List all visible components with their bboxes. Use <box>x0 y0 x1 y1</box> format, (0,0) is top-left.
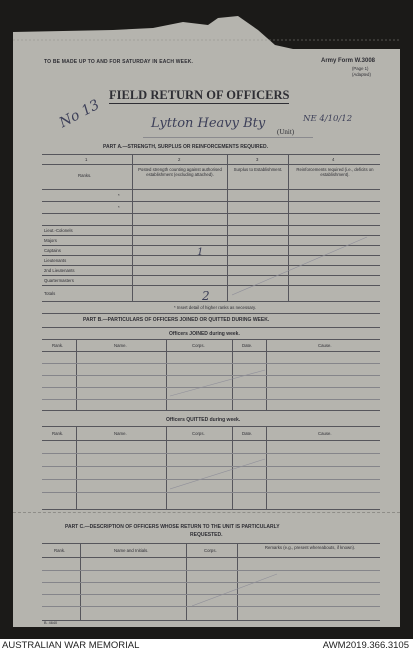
totals-label: Totals <box>44 291 56 296</box>
joined-col-corps: Corps. <box>192 343 205 348</box>
pencil-strike <box>170 457 270 491</box>
quitted-col-corps: Corps. <box>192 431 205 436</box>
col-number-2: 2 <box>178 157 181 162</box>
asterisk-mark: * <box>118 205 120 210</box>
unit-line <box>143 137 313 138</box>
page-ref: (Page 1) <box>352 66 369 71</box>
rank-lieut-colonels: Lieut.-Colonels <box>44 228 73 233</box>
handwritten-totals-value: 2 <box>202 289 210 303</box>
col-header-reinforcements: Reinforcements required (i.e., deficits on establishment). <box>296 167 374 177</box>
form-sheet <box>13 12 400 627</box>
unit-label: (Unit) <box>277 128 295 136</box>
adapted-note: (Adapted) <box>352 72 371 77</box>
footer-accession-id: AWM2019.366.3105 <box>322 640 409 651</box>
col-header-posted: Posted strength counting against authorised establishment (excluding attached). <box>138 167 222 177</box>
rank-quartermasters: Quartermasters <box>44 278 74 283</box>
handwritten-number: No 13 <box>56 96 103 132</box>
rank-2nd-lieutenants: 2nd Lieutenants <box>44 268 75 273</box>
joined-title: Officers JOINED during week. <box>169 331 240 337</box>
form-title: FIELD RETURN OF OFFICERS <box>109 88 290 102</box>
joined-col-cause: Cause. <box>318 343 332 348</box>
footer-institution: AUSTRALIAN WAR MEMORIAL <box>2 640 140 651</box>
quitted-table <box>42 426 380 510</box>
army-form-number: Army Form W.3008 <box>321 58 376 64</box>
part-c-heading-line2: REQUESTED. <box>190 532 223 538</box>
col-header-surplus: Surplus to Establishment. <box>233 167 283 172</box>
rank-majors: Majors <box>44 238 57 243</box>
fold-line <box>13 512 400 514</box>
part-c-col-corps: Corps. <box>204 548 217 553</box>
part-c-table <box>42 543 380 621</box>
top-note: TO BE MADE UP TO AND FOR SATURDAY IN EACH WEEK. <box>44 59 194 65</box>
part-c-heading-line1: PART C.—DESCRIPTION OF OFFICERS WHOSE RETURN TO THE UNIT IS PARTICULARLY <box>65 524 280 530</box>
col-number-4: 4 <box>332 157 335 162</box>
torn-edge <box>13 12 400 52</box>
part-a-footnote: * Insert detail of higher ranks as necessary. <box>174 305 257 310</box>
quitted-col-cause: Cause. <box>318 431 332 436</box>
part-a-heading: PART A.—STRENGTH, SURPLUS OR REINFORCEMENTS REQUIRED. <box>103 144 269 150</box>
handwritten-unit-name: Lytton Heavy Bty <box>151 116 266 131</box>
part-a-table <box>42 154 380 314</box>
handwritten-captains-value: 1 <box>197 247 204 258</box>
pencil-strike <box>192 572 282 608</box>
part-c-col-name: Name and Initials. <box>114 548 149 553</box>
quitted-col-name: Name. <box>114 431 127 436</box>
archive-footer <box>0 639 413 653</box>
pencil-strike <box>232 235 372 299</box>
print-code: B. 4640 <box>44 621 58 625</box>
part-c-col-remarks: Remarks (e.g., present whereabouts, if known). <box>264 545 356 550</box>
handwritten-unit-tail: NE 4/10/12 <box>303 114 353 124</box>
pencil-strike <box>170 368 270 398</box>
part-b-heading: PART B.—PARTICULARS OF OFFICERS JOINED OR QUITTED DURING WEEK. <box>83 317 270 323</box>
quitted-title: Officers QUITTED during week. <box>166 417 241 423</box>
quitted-col-rank: Rank. <box>52 431 64 436</box>
joined-table <box>42 339 380 411</box>
rank-captains: Captains <box>44 248 61 253</box>
col-header-ranks: Ranks. <box>78 173 92 178</box>
quitted-col-date: Date. <box>242 431 253 436</box>
joined-col-rank: Rank. <box>52 343 64 348</box>
joined-col-date: Date. <box>242 343 253 348</box>
asterisk-mark: * <box>118 193 120 198</box>
part-c-col-rank: Rank. <box>54 548 66 553</box>
joined-col-name: Name. <box>114 343 127 348</box>
col-number-1: 1 <box>85 157 88 162</box>
col-number-3: 3 <box>256 157 259 162</box>
rank-lieutenants: Lieutenants <box>44 258 67 263</box>
